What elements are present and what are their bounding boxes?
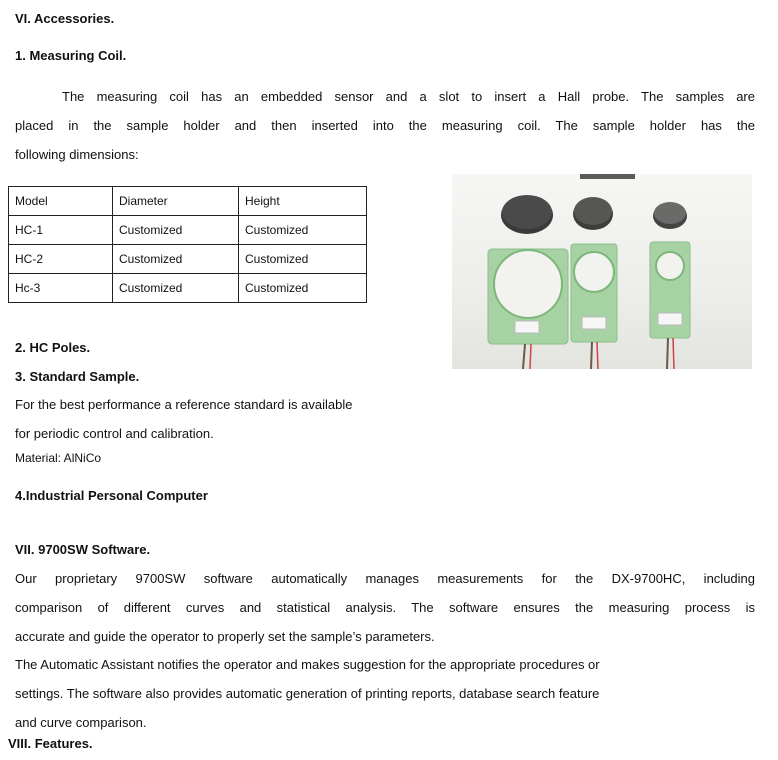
- sample-holders-photo: [452, 174, 752, 369]
- holder-3-wire-2: [673, 338, 674, 369]
- holder-2-opening: [574, 252, 614, 292]
- table-header-cell: Model: [9, 187, 113, 216]
- coil-paragraph-line-1: The measuring coil has an embedded sensor and a slot to insert a Hall probe. The samples are: [62, 89, 755, 104]
- holder-1-wire-2: [530, 344, 531, 369]
- holder-1-label: [515, 321, 539, 333]
- table-cell: Customized: [239, 216, 367, 245]
- holder-2-wire-2: [597, 342, 598, 369]
- standard-sample-line-1: For the best performance a reference standard is available: [15, 397, 353, 412]
- table-cell: Customized: [113, 216, 239, 245]
- material-text: Material: AlNiCo: [15, 451, 102, 465]
- table-row: [9, 245, 367, 274]
- top-object: [580, 174, 635, 179]
- table-row: [9, 274, 367, 303]
- standard-sample-title: 3. Standard Sample.: [15, 369, 140, 384]
- software-paragraph-line-4: The Automatic Assistant notifies the operator and makes suggestion for the appropriate procedures or: [15, 657, 600, 672]
- table-row: [9, 216, 367, 245]
- hc-poles-title: 2. HC Poles.: [15, 340, 91, 355]
- table-cell: HC-2: [9, 245, 113, 274]
- holder-3-label: [658, 313, 682, 325]
- industrial-pc-title: 4.Industrial Personal Computer: [15, 488, 208, 503]
- standard-sample-line-2: for periodic control and calibration.: [15, 426, 214, 441]
- table-cell: Customized: [239, 245, 367, 274]
- table-cell: Customized: [113, 245, 239, 274]
- coil-paragraph-line-2: placed in the sample holder and then inserted into the measuring coil. The sample holder has the: [15, 118, 755, 133]
- software-paragraph-line-5: settings. The software also provides automatic generation of printing reports, database search feature: [15, 686, 600, 701]
- table-cell: Customized: [113, 274, 239, 303]
- software-paragraph-line-6: and curve comparison.: [15, 715, 147, 730]
- table-cell: Customized: [239, 274, 367, 303]
- holder-1-wire: [523, 344, 525, 369]
- section-vii-title: VII. 9700SW Software.: [15, 542, 151, 557]
- holder-3-opening: [656, 252, 684, 280]
- section-viii-title: VIII. Features.: [8, 736, 93, 751]
- software-paragraph-line-1: Our proprietary 9700SW software automatically manages measurements for the DX-9700HC, including: [15, 571, 755, 586]
- software-paragraph-line-3: accurate and guide the operator to properly set the sample’s parameters.: [15, 629, 435, 644]
- holder-2-label: [582, 317, 606, 329]
- measuring-coil-title: 1. Measuring Coil.: [15, 48, 127, 63]
- holder-2-wire: [591, 342, 592, 369]
- table-cell: Hc-3: [9, 274, 113, 303]
- sample-holder-dimensions-table: [8, 186, 367, 303]
- holder-1-opening: [494, 250, 562, 318]
- table-cell: HC-1: [9, 216, 113, 245]
- sample-disc-large-top: [502, 195, 552, 229]
- table-header-cell: Diameter: [113, 187, 239, 216]
- table-header-cell: Height: [239, 187, 367, 216]
- coil-paragraph-line-3: following dimensions:: [15, 147, 139, 162]
- sample-holders-illustration: [452, 174, 752, 369]
- sample-disc-medium-top: [574, 197, 612, 225]
- sample-disc-small-top: [654, 202, 686, 224]
- section-vi-title: VI. Accessories.: [15, 11, 115, 26]
- holder-3-wire: [667, 338, 668, 369]
- table-header-row: [9, 187, 367, 216]
- software-paragraph-line-2: comparison of different curves and statistical analysis. The software ensures the measuring process is: [15, 600, 755, 615]
